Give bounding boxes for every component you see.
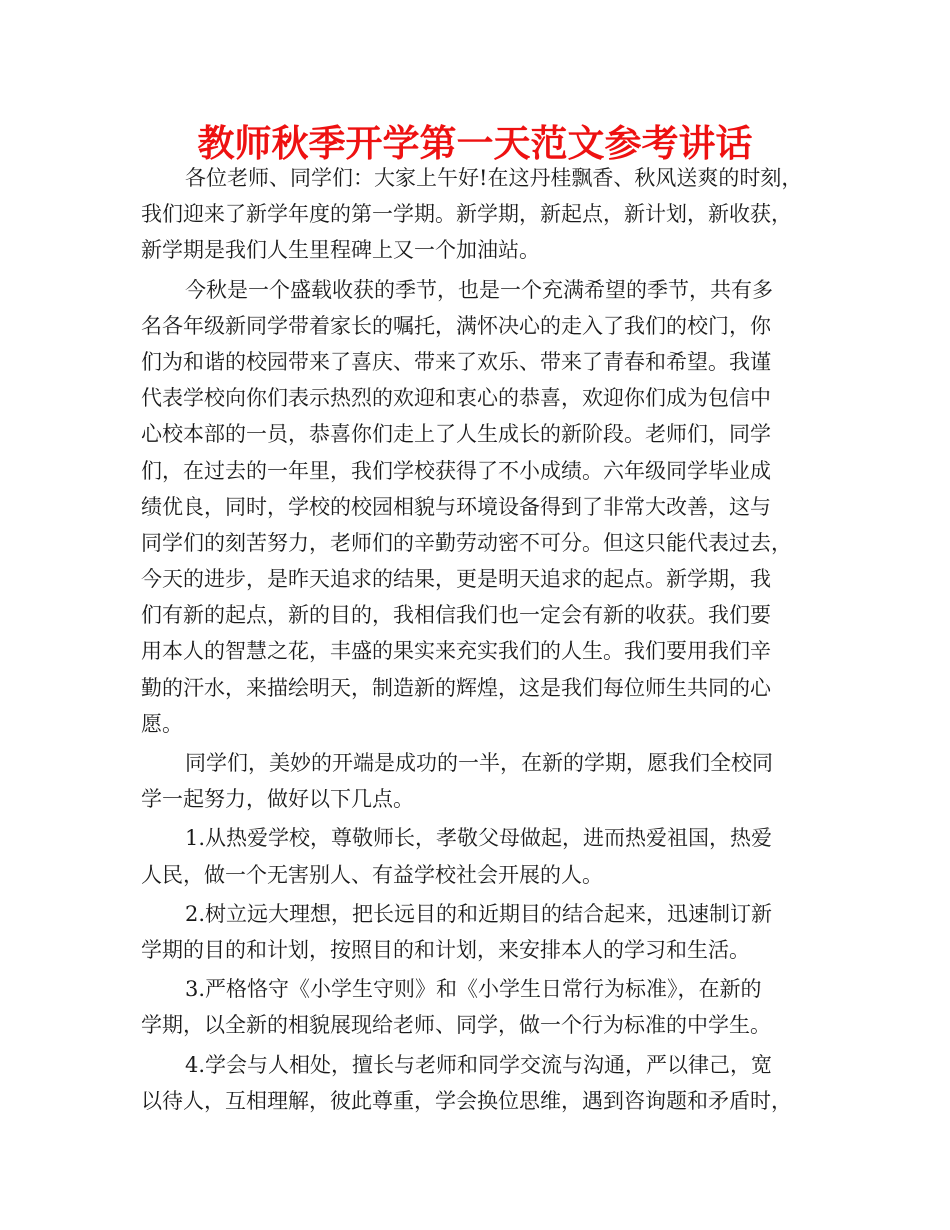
text-line: 愿。 (141, 711, 183, 736)
text-line: 心校本部的一员，恭喜你们走上了人生成长的新阶段。老师们，同学 (141, 422, 771, 447)
text-line: 我们迎来了新学年度的第一学期。新学期，新起点，新计划，新收获， (141, 202, 792, 227)
text-line: 同学们的刻苦努力，老师们的辛勤劳动密不可分。但这只能代表过去， (141, 530, 792, 555)
text-line: 各位老师、同学们：大家上午好!在这丹桂飘香、秋风送爽的时刻， (185, 166, 803, 190)
text-line: 以待人，互相理解，彼此尊重，学会换位思维，遇到咨询题和矛盾时， (141, 1088, 792, 1113)
text-line: 3.严格恪守《小学生守则》和《小学生日常行为标准》，在新的 (185, 977, 762, 1002)
text-line: 2.树立远大理想，把长远目的和近期目的结合起来，迅速制订新 (185, 901, 773, 926)
text-line: 用本人的智慧之花，丰盛的果实来充实我们的人生。我们要用我们辛 (141, 639, 771, 664)
text-line: 4.学会与人相处，擅长与老师和同学交流与沟通，严以律己，宽 (185, 1052, 773, 1077)
document-title: 教师秋季开学第一天范文参考讲话 (197, 121, 753, 165)
paragraph-call-to-action (141, 745, 813, 817)
list-item-4 (141, 1047, 813, 1119)
text-line: 绩优良，同时，学校的校园相貌与环境设备得到了非常大改善，这与 (141, 494, 771, 519)
text-line: 学期的目的和计划，按照目的和计划，来安排本人的学习和生活。 (141, 937, 750, 962)
text-line: 今秋是一个盛载收获的季节，也是一个充满希望的季节，共有多 (185, 277, 773, 302)
list-item-1 (141, 820, 813, 892)
list-item-3 (141, 971, 813, 1043)
text-line: 同学们，美妙的开端是成功的一半，在新的学期，愿我们全校同 (185, 751, 773, 775)
document-body (141, 160, 813, 1119)
text-line: 们，在过去的一年里，我们学校获得了不小成绩。六年级同学毕业成 (141, 458, 771, 483)
text-line: 们为和谐的校园带来了喜庆、带来了欢乐、带来了青春和希望。我谨 (141, 349, 771, 374)
text-line: 们有新的起点，新的目的，我相信我们也一定会有新的收获。我们要 (141, 603, 771, 628)
text-line: 代表学校向你们表示热烈的欢迎和衷心的恭喜，欢迎你们成为包信中 (141, 386, 771, 411)
text-line: 今天的进步，是昨天追求的结果，更是明天追求的起点。新学期，我 (141, 567, 771, 592)
paragraph-greeting (141, 160, 813, 269)
text-line: 人民，做一个无害别人、有益学校社会开展的人。 (141, 862, 603, 887)
list-item-2 (141, 896, 813, 968)
text-line: 1.从热爱学校，尊敬师长，孝敬父母做起，进而热爱祖国，热爱 (185, 826, 773, 851)
text-line: 新学期是我们人生里程碑上又一个加油站。 (141, 238, 540, 263)
text-line: 学一起努力，做好以下几点。 (141, 787, 414, 812)
text-line: 名各年级新同学带着家长的嘱托，满怀决心的走入了我们的校门，你 (141, 313, 771, 338)
text-line: 学期，以全新的相貌展现给老师、同学，做一个行为标准的中学生。 (141, 1013, 771, 1038)
paragraph-welcome (141, 272, 813, 742)
text-line: 勤的汗水，来描绘明天，制造新的辉煌，这是我们每位师生共同的心 (141, 675, 771, 700)
